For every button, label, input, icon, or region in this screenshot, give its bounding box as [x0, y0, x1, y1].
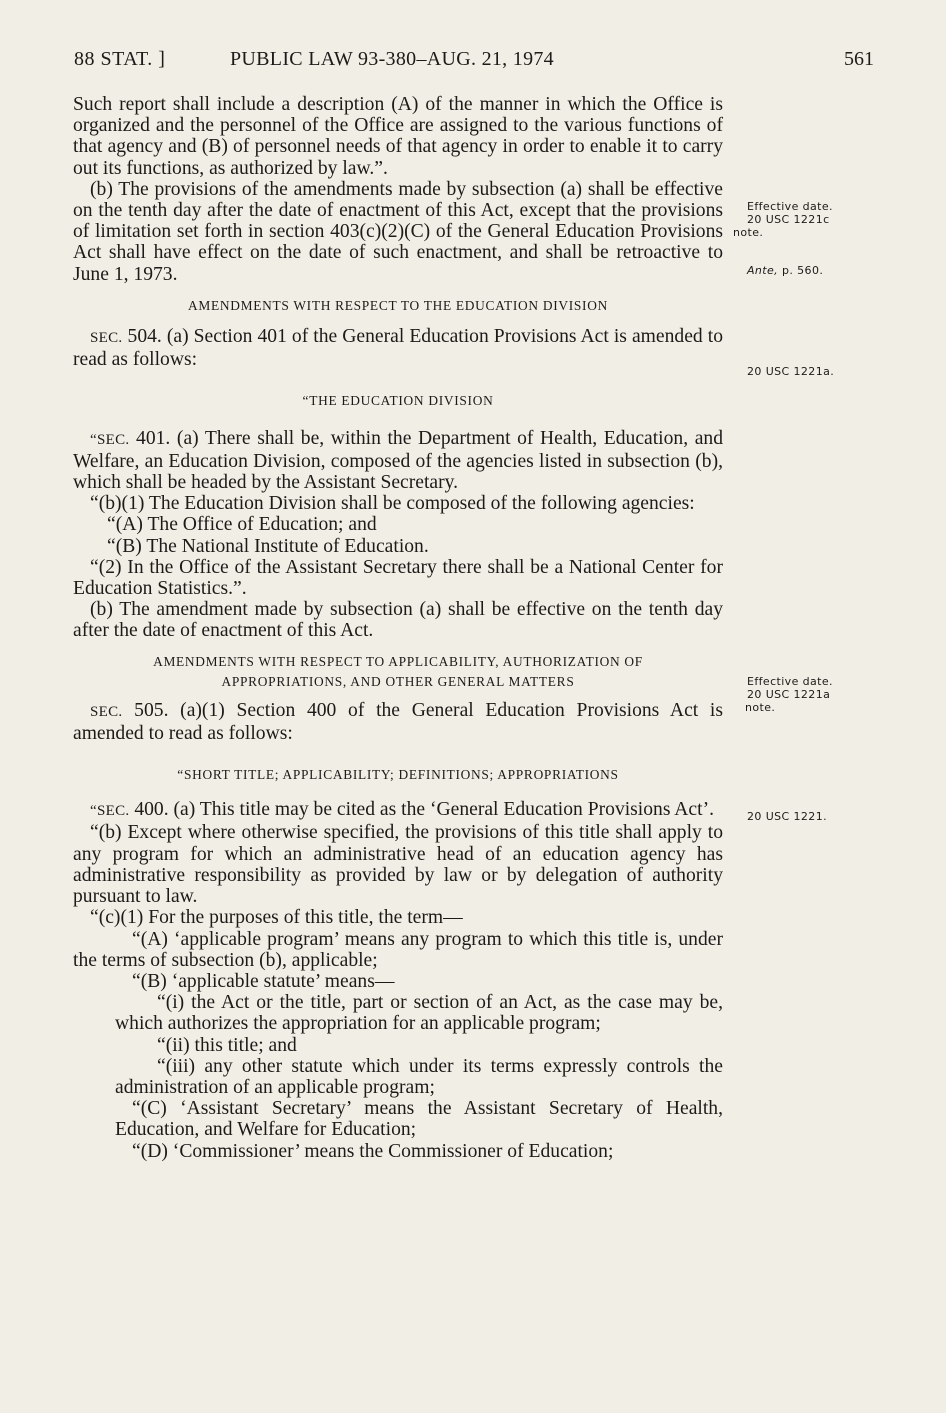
paragraph-401bB: “(B) The National Institute of Education.	[107, 535, 429, 557]
paragraph-401b2: “(2) In the Office of the Assistant Secretary there shall be a National Center for Education Statistics.”.	[73, 556, 723, 600]
section-504-text: 504. (a) Section 401 of the General Education Provisions Act is amended to read as follows:	[73, 326, 723, 371]
note-line: 20 USC 1221c	[747, 213, 830, 226]
paragraph-401bA: “(A) The Office of Education; and	[107, 514, 377, 536]
margin-note-ante	[747, 264, 823, 277]
section-label: “SEC.	[90, 803, 130, 820]
section-505	[73, 700, 723, 744]
paragraph-400b: “(b) Except where otherwise specified, the provisions of this title shall apply to any program for which an administrative head of an education agency has administrative responsibility as provided by law or by delegation of authority pursuant to law.	[73, 822, 723, 908]
note-line: note.	[733, 226, 764, 239]
note-line: Effective date.	[747, 200, 833, 213]
section-400-text: 400. (a) This title may be cited as the ‘General Education Provisions Act’.	[129, 799, 715, 821]
margin-note-20usc1221a: 20 USC 1221a.	[747, 365, 835, 378]
note-line: note.	[745, 701, 776, 714]
section-504	[73, 326, 723, 370]
margin-note-20usc1221: 20 USC 1221.	[747, 810, 827, 823]
heading-education-division-amendments: AMENDMENTS WITH RESPECT TO THE EDUCATION DIVISION	[188, 297, 608, 313]
section-label: SEC.	[90, 703, 123, 720]
paragraph-400cii: “(ii) this title; and	[157, 1034, 297, 1056]
paragraph-report: Such report shall include a description (A) of the manner in which the Office is organized and the personnel of the Office are assigned to the various functions of that agency and (B) of personnel needs of that agency in order to enable it to carry out its functions, as authorized by law.”.	[73, 94, 723, 179]
heading-short-title: “SHORT TITLE; APPLICABILITY; DEFINITIONS; APPROPRIATIONS	[177, 767, 619, 783]
paragraph-400ciii: “(iii) any other statute which under its terms expressly controls the administration of an applicable program;	[115, 1055, 723, 1098]
paragraph-400ci: “(i) the Act or the title, part or section of an Act, as the case may be, which authorizes the appropriation for an applicable program;	[115, 992, 723, 1035]
margin-note-effective-date-1	[733, 200, 833, 239]
paragraph-504b: (b) The amendment made by subsection (a) shall be effective on the tenth day after the date of enactment of this Act.	[73, 599, 723, 642]
ante-page: p. 560.	[778, 264, 824, 277]
note-line: Effective date.	[747, 675, 833, 688]
law-title: PUBLIC LAW 93-380–AUG. 21, 1974	[230, 48, 554, 70]
heading-line-2: APPROPRIATIONS, AND OTHER GENERAL MATTERS	[221, 673, 575, 689]
main-text	[73, 94, 723, 1162]
page-number: 561	[844, 48, 874, 70]
paragraph-400cD: “(D) ‘Commissioner’ means the Commissioner of Education;	[132, 1140, 614, 1162]
paragraph-400cB: “(B) ‘applicable statute’ means—	[132, 970, 395, 992]
statute-volume: 88 STAT. ]	[74, 48, 166, 70]
paragraph-400cC: “(C) ‘Assistant Secretary’ means the Assistant Secretary of Health, Education, and Welfare for Education;	[115, 1098, 723, 1141]
paragraph-400cA: “(A) ‘applicable program’ means any program to which this title is, under the terms of subsection (b), applicable;	[73, 928, 723, 971]
heading-line-1: AMENDMENTS WITH RESPECT TO APPLICABILITY, AUTHORIZATION OF	[153, 653, 643, 669]
paragraph-400c1: “(c)(1) For the purposes of this title, the term—	[90, 907, 463, 929]
section-400	[73, 799, 723, 822]
section-401	[73, 428, 723, 494]
paragraph-503b: (b) The provisions of the amendments made by subsection (a) shall be effective on the tenth day after the date of enactment of this Act, except that the provisions of limitation set forth in section 403(c)(2)(C) of the General Education Provisions Act shall have effect on the date of such enactment, and shall be retroactive to June 1, 1973.	[73, 178, 723, 285]
section-401-text: 401. (a) There shall be, within the Department of Health, Education, and Welfare, an Education Division, composed of the agencies listed in subsection (b), which shall be headed by the Assistant Secretary.	[73, 427, 723, 494]
section-label: SEC.	[90, 330, 123, 347]
ante-label: Ante,	[747, 264, 779, 277]
heading-the-education-division: “THE EDUCATION DIVISION	[302, 393, 494, 409]
margin-notes	[735, 0, 885, 1413]
margin-note-effective-date-2	[747, 675, 833, 714]
section-label: “SEC.	[90, 431, 130, 448]
section-505-text: 505. (a)(1) Section 400 of the General Education Provisions Act is amended to read as follows:	[73, 699, 723, 744]
note-line: 20 USC 1221a	[747, 688, 831, 701]
paragraph-401b: “(b)(1) The Education Division shall be composed of the following agencies:	[90, 493, 695, 515]
heading-applicability-amendments	[73, 652, 723, 692]
